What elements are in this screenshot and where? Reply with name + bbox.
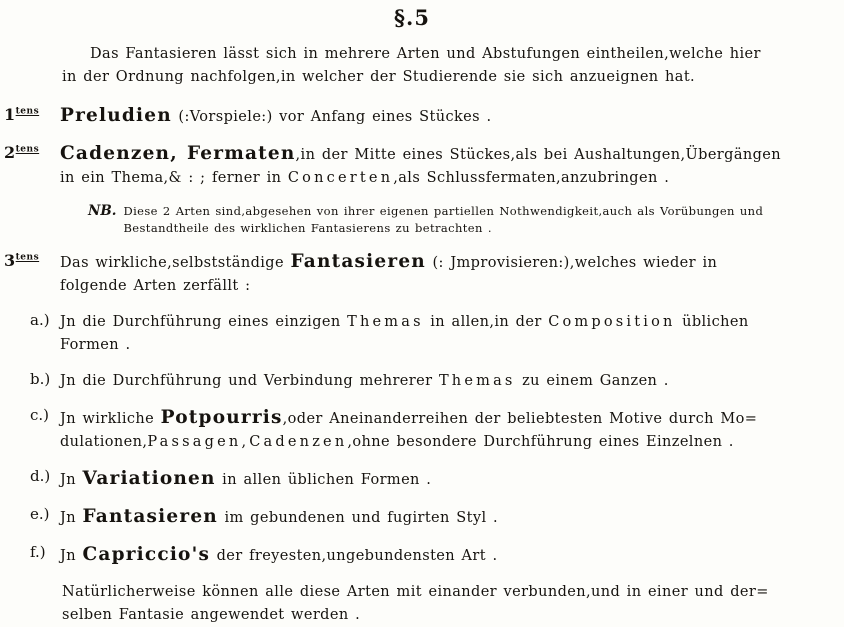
item-a-line-1 (60, 311, 822, 334)
item-a-mid: in allen,in der (423, 314, 549, 330)
item-3-marker (2, 250, 60, 270)
list-item-a (2, 311, 822, 357)
item-1-number: 1 (4, 105, 16, 124)
item-2-ordinal-suffix: tens (15, 144, 40, 155)
item-e-post: im gebundenen und fugirten Styl . (217, 510, 498, 526)
term-capriccios: Capriccio's (82, 544, 211, 565)
item-3-text (60, 250, 822, 298)
closing-line-2: selben Fantasie angewendet werden . (62, 607, 361, 623)
nota-bene-note (88, 203, 812, 236)
item-c-text (60, 406, 822, 454)
item-2-text (60, 142, 822, 190)
section-heading: §.5 (394, 5, 430, 30)
item-c-marker: c.) (30, 406, 50, 424)
item-2-line-1 (60, 142, 822, 167)
term-variationen: Variationen (82, 468, 216, 489)
item-1-rest: (:Vorspiele:) vor Anfang eines Stückes . (171, 109, 492, 125)
item-a-pre: Jn die Durchführung eines einzigen (60, 314, 348, 330)
term-fantasieren: Fantasieren (290, 251, 426, 272)
item-2-line-2-pre: in ein Thema,& : ; ferner in (60, 170, 288, 186)
item-b-post: zu einem Ganzen . (515, 373, 669, 389)
item-2-line-2-post: ,als Schlussfermaten,anzubringen . (393, 170, 670, 186)
item-1-marker (2, 104, 60, 124)
nota-bene-text (123, 203, 763, 236)
item-1-ordinal-suffix: tens (15, 106, 40, 117)
list-item-f (2, 543, 822, 568)
item-b-pre: Jn die Durchführung und Verbindung mehrerer (60, 373, 439, 389)
list-item-b (2, 370, 822, 393)
closing-line-1: Natürlicherweise können alle diese Arten mit einander verbunden,und in einer und der= (62, 584, 769, 600)
item-c-line-2-pre: dulationen, (60, 434, 148, 450)
nota-bene-line-1: Diese 2 Arten sind,abgesehen von ihrer eigenen partiellen Nothwendigkeit,auch als Vorübungen und (123, 204, 764, 218)
item-a-post: üblichen (675, 314, 749, 330)
list-item-2 (2, 142, 822, 190)
item-d-post: in allen üblichen Formen . (215, 472, 432, 488)
item-e-pre: Jn (60, 510, 83, 526)
item-f-marker: f.) (30, 543, 46, 561)
item-3-line-2: folgende Arten zerfällt : (60, 278, 251, 294)
item-a-text (60, 311, 822, 357)
item-3-pre: Das wirkliche,selbstständige (60, 255, 291, 271)
term-concerten: Concerten (287, 170, 394, 186)
closing-paragraph (62, 581, 822, 627)
list-item-e (2, 505, 822, 530)
item-3-number: 3 (4, 251, 16, 270)
item-c-line-2 (60, 431, 822, 454)
list-item-d (2, 467, 822, 492)
item-3-line-1 (60, 250, 822, 275)
item-f-pre: Jn (60, 548, 83, 564)
item-b-text (60, 370, 822, 393)
item-d-marker: d.) (30, 467, 51, 485)
nota-bene-sign: NB. (88, 203, 117, 219)
intro-line-2: in der Ordnung nachfolgen,in welcher der Studierende sie sich anzueignen hat. (62, 69, 696, 85)
item-1-text (60, 104, 822, 129)
item-c-line-1 (60, 406, 822, 431)
item-2-marker (2, 142, 60, 162)
intro-line-1: Das Fantasieren lässt sich in mehrere Arten und Abstufungen eintheilen,welche hier (90, 46, 761, 62)
item-c-pre: Jn wirkliche (60, 411, 161, 427)
item-f-text (60, 543, 822, 568)
intro-paragraph (62, 43, 822, 89)
item-d-pre: Jn (60, 472, 83, 488)
term-fantasieren-2: Fantasieren (82, 506, 218, 527)
item-b-marker: b.) (30, 370, 51, 388)
item-3-ordinal-suffix: tens (15, 252, 40, 263)
item-2-line-1-rest: ,in der Mitte eines Stückes,als bei Aushaltungen,Übergängen (295, 147, 782, 163)
nota-bene-line-2: Bestandtheile des wirklichen Fantasierens zu betrachten . (123, 220, 492, 235)
term-preludien: Preludien (60, 105, 172, 126)
item-f-post: der freyesten,ungebundensten Art . (210, 548, 498, 564)
list-item-c (2, 406, 822, 454)
term-themas-2: Themas (438, 373, 516, 389)
item-e-marker: e.) (30, 505, 50, 523)
item-a-line-2: Formen . (60, 337, 131, 353)
item-2-line-2 (60, 167, 822, 190)
item-c-post: ,oder Aneinanderreihen der beliebtesten Motive durch Mo= (282, 411, 758, 427)
item-e-text (60, 505, 822, 530)
item-a-marker: a.) (30, 311, 50, 329)
term-cadenzen-fermaten: Cadenzen, Fermaten (60, 143, 296, 164)
term-potpourris: Potpourris (160, 407, 283, 428)
item-2-number: 2 (4, 143, 16, 162)
list-item-1 (2, 104, 822, 129)
term-passagen-cadenzen: Passagen,Cadenzen (147, 434, 348, 450)
item-3-post: (: Jmprovisieren:),welches wieder in (425, 255, 718, 271)
term-themas: Themas (347, 314, 424, 330)
term-composition: Composition (548, 314, 676, 330)
list-item-3 (2, 250, 822, 298)
item-c-line-2-post: ,ohne besondere Durchführung eines Einzelnen . (347, 434, 734, 450)
item-d-text (60, 467, 822, 492)
